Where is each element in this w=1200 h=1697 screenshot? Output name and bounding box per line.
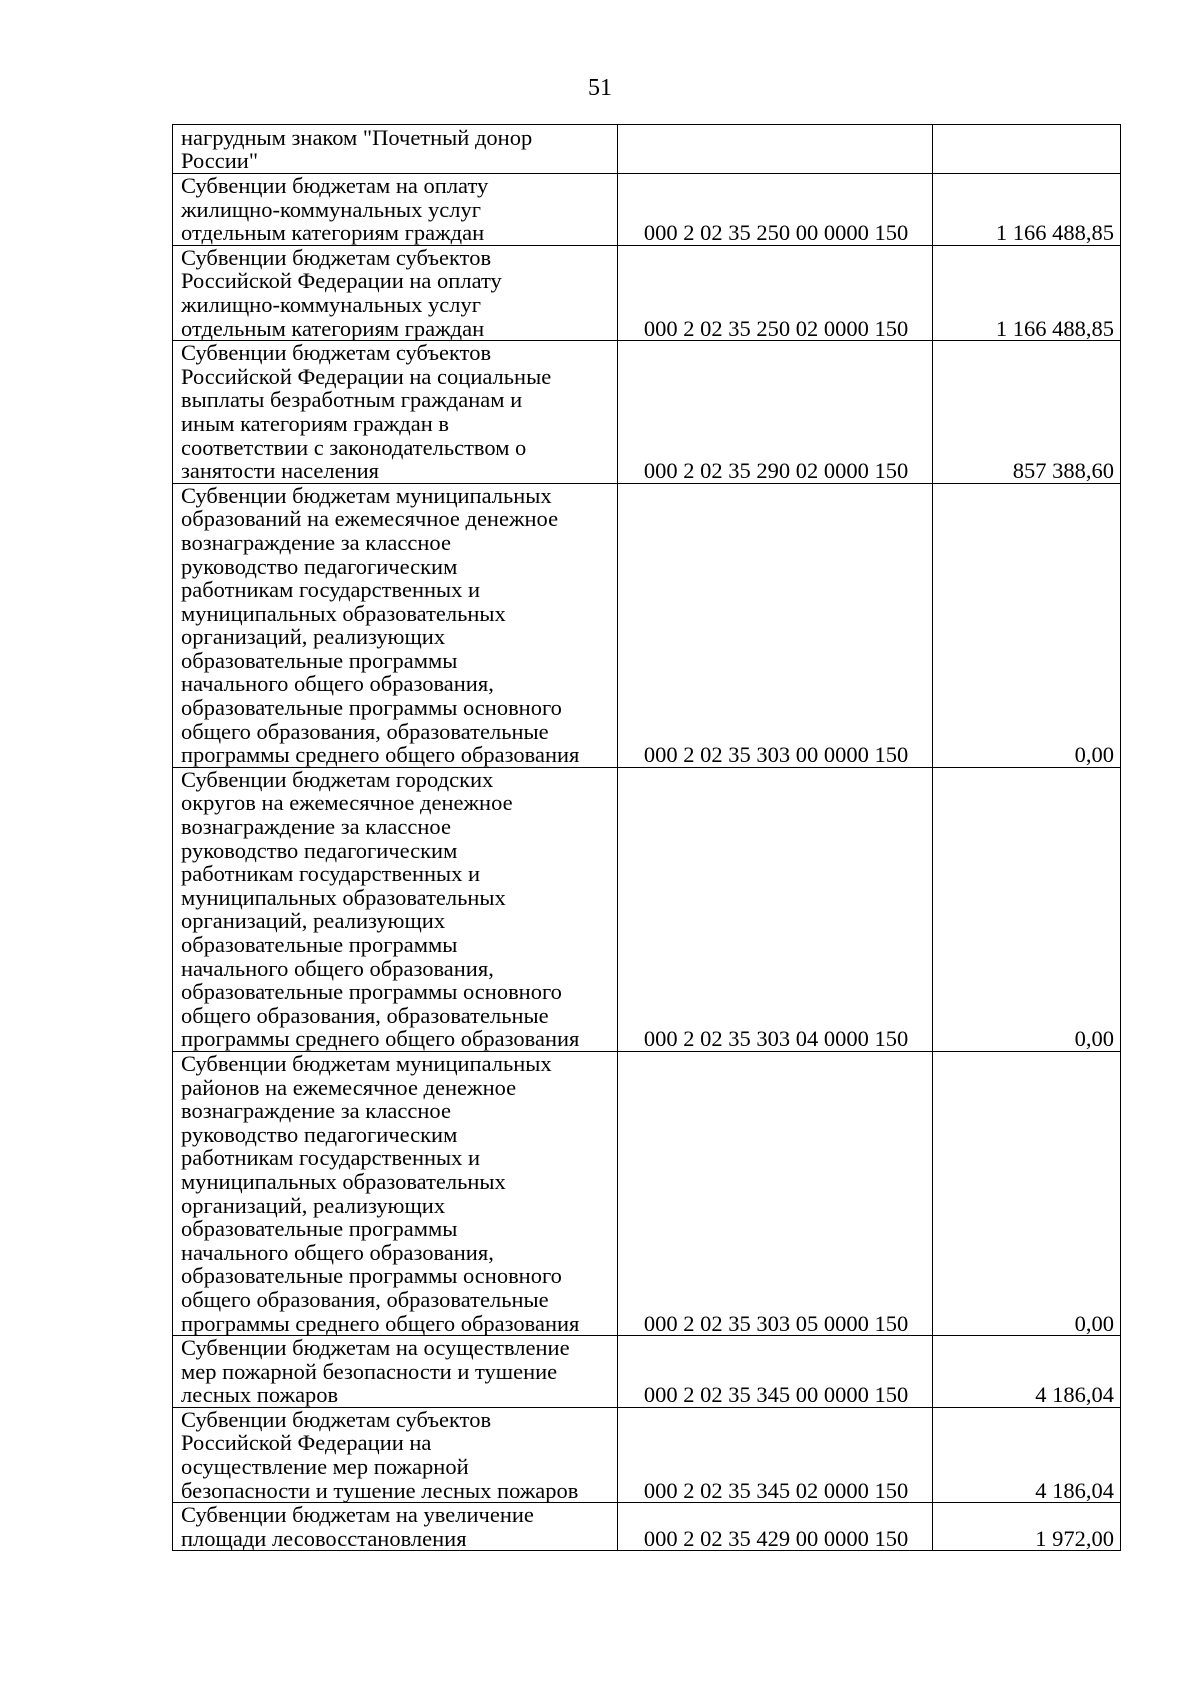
table-row — [173, 483, 1121, 767]
budget-item-name-line: образовательные программы основного — [181, 695, 562, 721]
budget-item-name-line: осуществление мер пожарной — [181, 1454, 469, 1480]
table-row — [173, 1336, 1121, 1408]
budget-item-name-line: образовательные программы основного — [181, 1263, 562, 1289]
budget-item-name-line: работникам государственных и — [181, 861, 481, 887]
table-row — [173, 341, 1121, 484]
budget-item-name-line: образовательные программы — [181, 932, 458, 957]
budget-amount-cell: 4 186,04 — [933, 1336, 1121, 1408]
budget-item-name-line: Субвенции бюджетам на оплату — [181, 173, 489, 198]
budget-item-name-line: Субвенции бюджетам на осуществление — [181, 1335, 570, 1361]
budget-item-name-line: России" — [181, 148, 259, 174]
budget-item-name-line: образовательные программы — [181, 1216, 458, 1242]
budget-item-name-line: отдельным категориям граждан — [181, 220, 485, 246]
budget-item-name-line: образовательные программы — [181, 647, 458, 673]
budget-item-name-line: Российской Федерации на — [181, 1430, 432, 1456]
budget-item-name-line: Субвенции бюджетам субъектов — [181, 340, 492, 366]
budget-classification-code-cell: 000 2 02 35 345 02 0000 150 — [618, 1407, 933, 1502]
budget-item-name-cell — [173, 125, 618, 174]
budget-item-name-line: округов на ежемесячное денежное — [181, 790, 513, 816]
budget-item-name-line: Субвенции бюджетам на увеличение — [181, 1502, 534, 1528]
table-row — [173, 245, 1121, 340]
budget-classification-code-cell — [618, 125, 933, 174]
budget-item-name-cell — [173, 767, 618, 1051]
budget-item-name-line: Субвенции бюджетам муниципальных — [181, 1051, 552, 1076]
budget-item-name-line: отдельным категориям граждан — [181, 315, 485, 341]
budget-item-name-line: образовательные программы основного — [181, 979, 562, 1005]
budget-item-name-line: занятости населения — [181, 458, 380, 484]
budget-classification-code-cell: 000 2 02 35 250 02 0000 150 — [618, 245, 933, 340]
budget-item-name-line: начального общего образования, — [181, 1239, 494, 1265]
budget-item-name-cell — [173, 1051, 618, 1335]
budget-table-body — [173, 125, 1121, 1551]
budget-item-name-line: организаций, реализующих — [181, 1192, 446, 1218]
budget-item-name-cell — [173, 1336, 618, 1408]
budget-item-name-line: вознаграждение за классное — [181, 1098, 451, 1124]
budget-item-name-line: руководство педагогическим — [181, 1121, 458, 1147]
budget-item-name-cell — [173, 174, 618, 246]
budget-item-name-line: программы среднего общего образования — [181, 1310, 580, 1336]
budget-item-name-line: вознаграждение за классное — [181, 529, 451, 555]
budget-item-name-line: программы среднего общего образования — [181, 1026, 580, 1052]
budget-classification-code-cell: 000 2 02 35 345 00 0000 150 — [618, 1336, 933, 1408]
budget-item-name-line: Субвенции бюджетам субъектов — [181, 1407, 492, 1432]
budget-classification-code-cell: 000 2 02 35 303 00 0000 150 — [618, 483, 933, 767]
table-row — [173, 1503, 1121, 1551]
budget-classification-code-cell: 000 2 02 35 303 04 0000 150 — [618, 767, 933, 1051]
budget-item-name-cell — [173, 245, 618, 340]
budget-amount-cell: 0,00 — [933, 767, 1121, 1051]
budget-item-name-line: руководство педагогическим — [181, 553, 458, 579]
budget-amount-cell: 1 166 488,85 — [933, 245, 1121, 340]
budget-item-name-line: муниципальных образовательных — [181, 1168, 506, 1194]
budget-item-name-line: районов на ежемесячное денежное — [181, 1074, 517, 1100]
budget-amount-cell: 1 972,00 — [933, 1503, 1121, 1551]
budget-item-name-line: Субвенции бюджетам муниципальных — [181, 483, 552, 508]
table-row — [173, 125, 1121, 174]
budget-classification-code-cell: 000 2 02 35 250 00 0000 150 — [618, 174, 933, 246]
budget-item-name-line: муниципальных образовательных — [181, 600, 506, 626]
budget-item-name-line: Российской Федерации на оплату — [181, 268, 502, 294]
budget-item-name-line: руководство педагогическим — [181, 837, 458, 863]
budget-item-name-cell — [173, 483, 618, 767]
page-number: 51 — [588, 75, 612, 101]
budget-amount-cell: 0,00 — [933, 1051, 1121, 1335]
budget-item-name-line: муниципальных образовательных — [181, 884, 506, 910]
budget-amount-cell: 857 388,60 — [933, 341, 1121, 484]
budget-item-name-line: Российской Федерации на социальные — [181, 363, 552, 389]
table-row — [173, 1051, 1121, 1335]
budget-item-name-line: Субвенции бюджетам городских — [181, 767, 494, 792]
budget-classification-code-cell: 000 2 02 35 290 02 0000 150 — [618, 341, 933, 484]
budget-item-name-line: безопасности и тушение лесных пожаров — [181, 1477, 579, 1503]
budget-item-name-line: жилищно-коммунальных услуг — [181, 196, 481, 222]
budget-item-name-cell — [173, 1503, 618, 1551]
budget-item-name-line: начального общего образования, — [181, 671, 494, 697]
table-row — [173, 1407, 1121, 1502]
budget-item-name-line: жилищно-коммунальных услуг — [181, 291, 481, 317]
budget-classification-code-cell: 000 2 02 35 303 05 0000 150 — [618, 1051, 933, 1335]
budget-item-name-line: соответствии с законодательством о — [181, 434, 527, 460]
budget-item-name-cell — [173, 1407, 618, 1502]
budget-item-name-line: работникам государственных и — [181, 1145, 481, 1171]
budget-amount-cell: 1 166 488,85 — [933, 174, 1121, 246]
budget-item-name-line: общего образования, образовательные — [181, 1002, 549, 1028]
budget-item-name-line: организаций, реализующих — [181, 624, 446, 650]
budget-item-name-line: иным категориям граждан в — [181, 410, 450, 436]
budget-table — [172, 124, 1121, 1551]
budget-item-name-line: Субвенции бюджетам субъектов — [181, 245, 492, 270]
budget-item-name-line: площади лесовосстановления — [181, 1525, 467, 1551]
budget-item-name-line: образований на ежемесячное денежное — [181, 506, 559, 532]
budget-amount-cell: 4 186,04 — [933, 1407, 1121, 1502]
budget-amount-cell — [933, 125, 1121, 174]
budget-item-name-line: вознаграждение за классное — [181, 814, 451, 840]
table-row — [173, 767, 1121, 1051]
budget-item-name-line: программы среднего общего образования — [181, 742, 580, 768]
budget-item-name-line: начального общего образования, — [181, 955, 494, 981]
budget-item-name-line: выплаты безработным гражданам и — [181, 387, 523, 413]
budget-item-name-line: общего образования, образовательные — [181, 1286, 549, 1312]
budget-item-name-line: лесных пожаров — [181, 1382, 339, 1408]
budget-item-name-line: нагрудным знаком "Почетный донор — [181, 124, 533, 150]
budget-item-name-cell — [173, 341, 618, 484]
budget-item-name-line: работникам государственных и — [181, 577, 481, 603]
budget-amount-cell: 0,00 — [933, 483, 1121, 767]
table-row — [173, 174, 1121, 246]
budget-item-name-line: организаций, реализующих — [181, 908, 446, 934]
budget-item-name-line: общего образования, образовательные — [181, 718, 549, 744]
budget-classification-code-cell: 000 2 02 35 429 00 0000 150 — [618, 1503, 933, 1551]
budget-item-name-line: мер пожарной безопасности и тушение — [181, 1358, 558, 1384]
